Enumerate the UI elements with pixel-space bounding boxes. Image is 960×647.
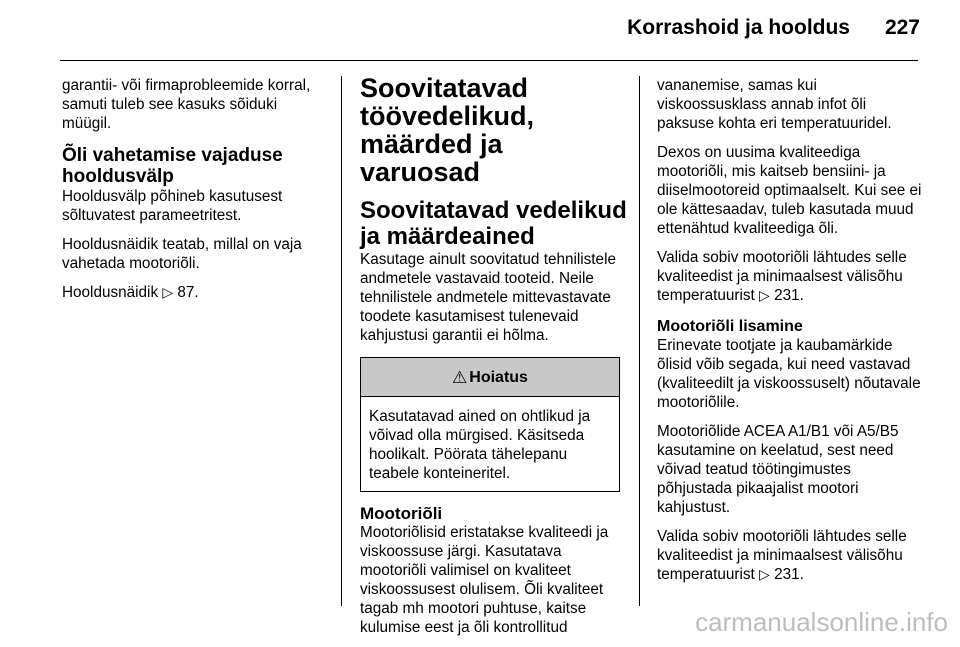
interval-paragraph: Hooldusvälp põhineb kasutusest sõltuvatest parameetritest. bbox=[62, 188, 283, 224]
page-header bbox=[0, 16, 960, 46]
intro-paragraph: garantii- või firmaprobleemide korral, samuti tuleb see kasuks sõiduki müügil. bbox=[62, 77, 311, 132]
warning-box bbox=[360, 357, 620, 492]
fluids-paragraph: Kasutage ainult soovitatud tehnilistele andmetele vastavaid tooteid. Neile tehnilistele andmetele mittevastavate toodete kasutamisest tulenevaid kahjustusi garantii ei hõlma. bbox=[360, 251, 616, 344]
column-right bbox=[657, 76, 927, 594]
select-oil-paragraph bbox=[657, 248, 927, 305]
warning-triangle-icon: ⚠ bbox=[452, 367, 468, 387]
main-heading: Soovitatavad töövedelikud, määrded ja varuosad bbox=[360, 73, 535, 187]
page-number: 227 bbox=[884, 16, 920, 39]
column-divider-1 bbox=[341, 76, 342, 606]
adding-oil-heading: Mootoriõli lisamine bbox=[657, 318, 803, 335]
watermark: carmanualsonline.info bbox=[695, 607, 948, 637]
chapter-title: Korrashoid ja hooldus bbox=[627, 16, 850, 39]
column-divider-2 bbox=[639, 76, 640, 606]
warning-body: Kasutatavad ained on ohtlikud ja võivad olla mürgised. Käsitseda hoolikalt. Pöörata tähelepanu teabele konteineritel. bbox=[369, 408, 591, 482]
oil-change-heading: Õli vahetamise vajaduse hooldusvälp bbox=[62, 145, 283, 187]
select-oil-paragraph-2 bbox=[657, 527, 927, 584]
indicator-ref-link[interactable]: 87. bbox=[177, 284, 199, 301]
mixing-paragraph: Erinevate tootjate ja kaubamärkide õlisid võib segada, kui need vastavad (kvaliteedilt ja viskoossuselt) nõutavale mootoriõlile. bbox=[657, 337, 921, 411]
page-ref-icon: ▷ bbox=[162, 284, 174, 300]
acea-paragraph: Mootoriõlide ACEA A1/B1 või A5/B5 kasutamine on keelatud, sest need võivad teatud töötingimustes põhjustada pikaajalist mootori kahjustust. bbox=[657, 423, 899, 516]
select-oil-ref-link[interactable]: 231. bbox=[774, 287, 804, 304]
select-oil-text-2: Valida sobiv mootoriõli lähtudes selle kvaliteedist ja minimaalsest välisõhu temperatuurist bbox=[657, 528, 907, 583]
indicator-ref-text: Hooldusnäidik bbox=[62, 284, 159, 301]
column-middle bbox=[360, 73, 628, 647]
header-rule bbox=[60, 60, 918, 61]
page-ref-icon: ▷ bbox=[759, 566, 770, 582]
viscosity-paragraph: vananemise, samas kui viskoossusklass annab infot õli paksuse kohta eri temperatuuridel. bbox=[657, 77, 892, 132]
section-heading: Soovitatavad vedelikud ja määrdeained bbox=[360, 197, 627, 250]
engine-oil-paragraph: Mootoriõlisid eristatakse kvaliteedi ja viskoossuse järgi. Kasutatava mootoriõli valimisel on kvaliteet viskoossusest olulisem. Õli kvaliteet tagab mh mootori puhtuse, kaitse kulumise eest ja õli kontrollitud bbox=[360, 524, 609, 636]
indicator-ref-paragraph bbox=[62, 283, 330, 302]
warning-title: Hoiatus bbox=[469, 368, 528, 386]
select-oil-text: Valida sobiv mootoriõli lähtudes selle kvaliteedist ja minimaalsest välisõhu temperatuurist bbox=[657, 249, 907, 304]
page-ref-icon: ▷ bbox=[759, 287, 770, 303]
dexos-paragraph: Dexos on uusima kvaliteediga mootoriõli, mis kaitseb bensiini- ja diiselmootoreid optimaalselt. Kui see ei ole kättesaadav, tuleb kasutada muud ettenähtud kvaliteediga õli. bbox=[657, 144, 922, 237]
indicator-paragraph: Hooldusnäidik teatab, millal on vaja vahetada mootoriõli. bbox=[62, 236, 302, 272]
select-oil-ref-link-2[interactable]: 231. bbox=[774, 566, 804, 583]
engine-oil-heading: Mootoriõli bbox=[360, 504, 443, 523]
column-left bbox=[62, 76, 330, 312]
warning-header bbox=[361, 358, 619, 397]
